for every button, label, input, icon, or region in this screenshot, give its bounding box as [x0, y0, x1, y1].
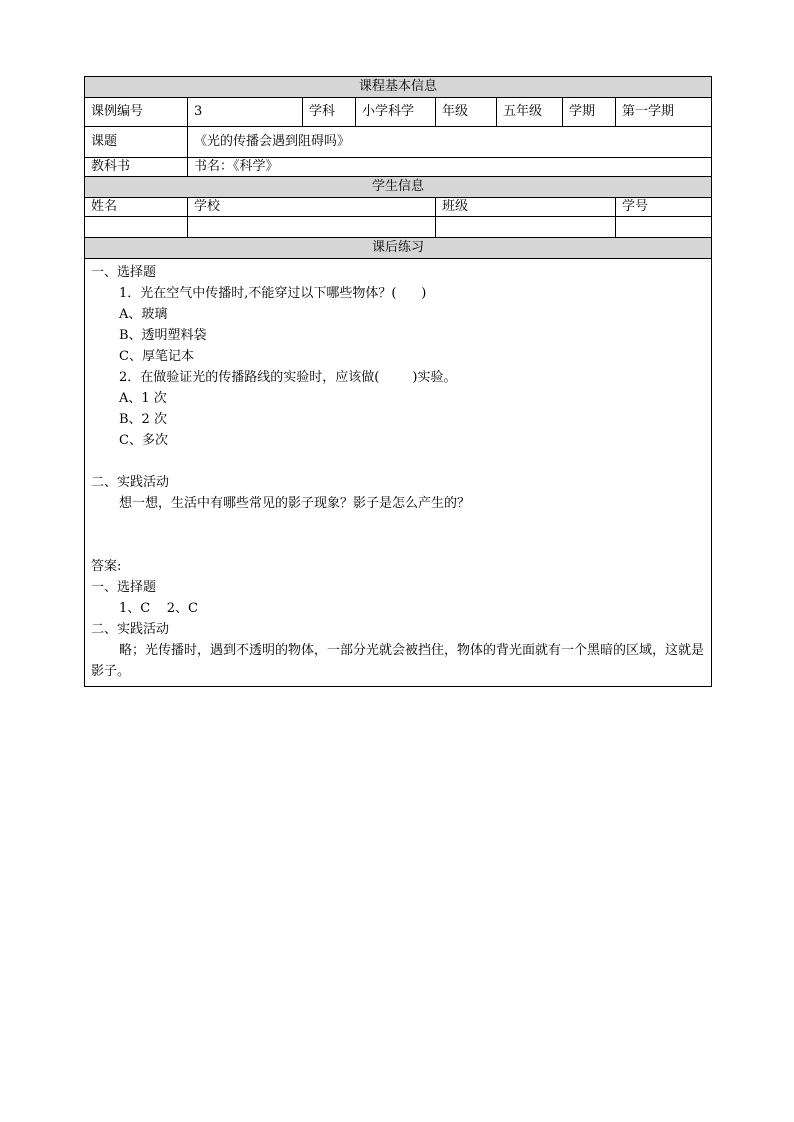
answer-section1: 1、C 2、C	[119, 601, 198, 616]
q2-option-b: B、2 次	[119, 412, 167, 427]
lesson-no-label: 课例编号	[85, 98, 188, 127]
topic-label: 课题	[85, 127, 188, 158]
school-field[interactable]	[188, 217, 436, 238]
answer-section2-title: 二、实践活动	[91, 622, 170, 637]
answer-label: 答案:	[91, 559, 122, 574]
subject-label: 学科	[303, 98, 356, 127]
textbook-label: 教科书	[85, 158, 188, 177]
answer-section1-title: 一、选择题	[91, 580, 157, 595]
exercise-content	[85, 259, 712, 687]
student-no-field[interactable]	[616, 217, 712, 238]
student-name-label: 姓名	[85, 198, 188, 217]
textbook-value: 书名：《科学》	[188, 158, 712, 177]
school-label: 学校	[188, 198, 436, 217]
section2-title: 二、实践活动	[91, 475, 170, 490]
spacer	[91, 451, 705, 472]
exercise-header: 课后练习	[85, 238, 712, 259]
section1-title: 一、选择题	[91, 265, 157, 280]
course-table	[84, 76, 712, 687]
class-label: 班级	[436, 198, 616, 217]
class-field[interactable]	[436, 217, 616, 238]
question-1: 1．光在空气中传播时,不能穿过以下哪些物体？( )	[119, 286, 427, 301]
term-label: 学期	[563, 98, 616, 127]
spacer	[91, 514, 705, 556]
course-info-header: 课程基本信息	[85, 77, 712, 98]
q2-option-a: A、1 次	[119, 391, 167, 406]
question-2: 2．在做验证光的传播路线的实验时，应该做( )实验。	[119, 370, 457, 385]
term-value: 第一学期	[616, 98, 712, 127]
lesson-no-value: 3	[188, 98, 303, 127]
q1-option-c: C、厚笔记本	[119, 349, 194, 364]
q1-option-a: A、玻璃	[119, 307, 168, 322]
answer-section2: 略；光传播时，遇到不透明的物体，一部分光就会被挡住，物体的背光面就有一个黑暗的区域，这就是影子。	[91, 643, 705, 679]
topic-value: 《光的传播会遇到阻碍吗》	[188, 127, 712, 158]
q2-option-c: C、多次	[119, 433, 168, 448]
activity-prompt: 想一想，生活中有哪些常见的影子现象？影子是怎么产生的？	[119, 496, 471, 511]
student-name-field[interactable]	[85, 217, 188, 238]
course-sheet	[84, 76, 711, 687]
student-no-label: 学号	[616, 198, 712, 217]
q1-option-b: B、透明塑料袋	[119, 328, 207, 343]
subject-value: 小学科学	[356, 98, 436, 127]
grade-label: 年级	[436, 98, 497, 127]
grade-value: 五年级	[497, 98, 563, 127]
student-info-header: 学生信息	[85, 177, 712, 198]
